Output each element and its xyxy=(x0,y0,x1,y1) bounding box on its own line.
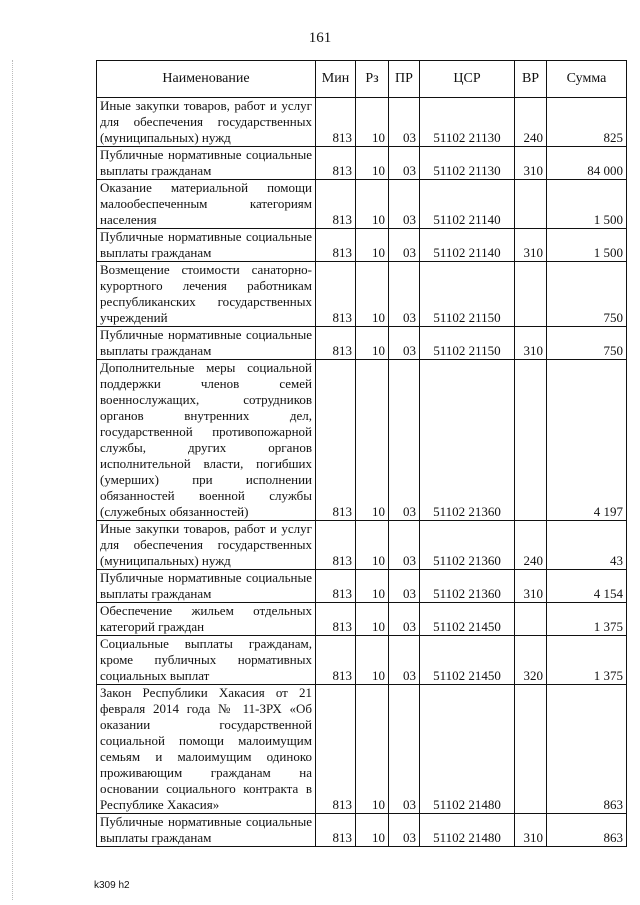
cell-sum: 750 xyxy=(547,327,627,360)
cell-rz: 10 xyxy=(356,229,389,262)
cell-rz: 10 xyxy=(356,360,389,521)
cell-pr: 03 xyxy=(389,229,420,262)
margin-line xyxy=(12,60,13,900)
cell-rz: 10 xyxy=(356,98,389,147)
cell-sum: 1 500 xyxy=(547,180,627,229)
cell-min: 813 xyxy=(316,521,356,570)
header-sum: Сумма xyxy=(547,61,627,98)
table-row xyxy=(97,98,627,147)
cell-sum: 863 xyxy=(547,814,627,847)
table-row xyxy=(97,685,627,814)
cell-sum: 4 197 xyxy=(547,360,627,521)
cell-min: 813 xyxy=(316,147,356,180)
cell-rz: 10 xyxy=(356,603,389,636)
cell-csr: 51102 21360 xyxy=(420,521,515,570)
cell-pr: 03 xyxy=(389,262,420,327)
header-vr: ВР xyxy=(515,61,547,98)
cell-csr: 51102 21360 xyxy=(420,360,515,521)
cell-name: Публичные нормативные социальные выплаты гражданам xyxy=(97,147,316,180)
cell-pr: 03 xyxy=(389,636,420,685)
cell-csr: 51102 21480 xyxy=(420,814,515,847)
cell-name: Оказание материальной помощи малообеспеченным категориям населения xyxy=(97,180,316,229)
cell-csr: 51102 21130 xyxy=(420,98,515,147)
page-number: 161 xyxy=(308,30,332,46)
cell-sum: 4 154 xyxy=(547,570,627,603)
cell-vr xyxy=(515,262,547,327)
header-rz: Рз xyxy=(356,61,389,98)
cell-min: 813 xyxy=(316,360,356,521)
cell-name: Возмещение стоимости санаторно-курортного лечения работникам республиканских государственных учреждений xyxy=(97,262,316,327)
table-row xyxy=(97,521,627,570)
cell-name: Публичные нормативные социальные выплаты гражданам xyxy=(97,814,316,847)
cell-sum: 84 000 xyxy=(547,147,627,180)
budget-table xyxy=(96,60,627,847)
cell-min: 813 xyxy=(316,229,356,262)
cell-sum: 1 375 xyxy=(547,636,627,685)
cell-vr xyxy=(515,180,547,229)
header-row xyxy=(97,61,627,98)
cell-sum: 863 xyxy=(547,685,627,814)
cell-vr xyxy=(515,685,547,814)
cell-csr: 51102 21150 xyxy=(420,327,515,360)
cell-pr: 03 xyxy=(389,521,420,570)
cell-rz: 10 xyxy=(356,685,389,814)
cell-name: Дополнительные меры социальной поддержки членов семей военнослужащих, сотрудников органов внутренних дел, государственной противопожарной службы, других органов исполнительной власти, погибших (умерших) при исполнении обязанностей военной службы (служебных обязанностей) xyxy=(97,360,316,521)
cell-rz: 10 xyxy=(356,570,389,603)
cell-vr: 310 xyxy=(515,814,547,847)
cell-vr: 240 xyxy=(515,521,547,570)
cell-vr: 320 xyxy=(515,636,547,685)
cell-pr: 03 xyxy=(389,147,420,180)
cell-name: Публичные нормативные социальные выплаты гражданам xyxy=(97,229,316,262)
cell-min: 813 xyxy=(316,636,356,685)
cell-rz: 10 xyxy=(356,262,389,327)
cell-pr: 03 xyxy=(389,603,420,636)
cell-vr xyxy=(515,603,547,636)
table-row xyxy=(97,229,627,262)
cell-rz: 10 xyxy=(356,327,389,360)
cell-rz: 10 xyxy=(356,814,389,847)
cell-csr: 51102 21480 xyxy=(420,685,515,814)
cell-csr: 51102 21140 xyxy=(420,180,515,229)
table-row xyxy=(97,636,627,685)
cell-pr: 03 xyxy=(389,327,420,360)
table-row xyxy=(97,360,627,521)
cell-rz: 10 xyxy=(356,521,389,570)
cell-pr: 03 xyxy=(389,685,420,814)
cell-pr: 03 xyxy=(389,570,420,603)
cell-sum: 43 xyxy=(547,521,627,570)
cell-rz: 10 xyxy=(356,180,389,229)
cell-csr: 51102 21360 xyxy=(420,570,515,603)
cell-csr: 51102 21140 xyxy=(420,229,515,262)
cell-vr: 240 xyxy=(515,98,547,147)
cell-pr: 03 xyxy=(389,360,420,521)
cell-sum: 1 500 xyxy=(547,229,627,262)
cell-name: Социальные выплаты гражданам, кроме публичных нормативных социальных выплат xyxy=(97,636,316,685)
cell-csr: 51102 21450 xyxy=(420,636,515,685)
cell-rz: 10 xyxy=(356,147,389,180)
cell-name: Иные закупки товаров, работ и услуг для обеспечения государственных (муниципальных) нужд xyxy=(97,98,316,147)
cell-name: Публичные нормативные социальные выплаты гражданам xyxy=(97,327,316,360)
cell-vr: 310 xyxy=(515,570,547,603)
cell-sum: 750 xyxy=(547,262,627,327)
table-row xyxy=(97,262,627,327)
table-row xyxy=(97,570,627,603)
cell-name: Обеспечение жильем отдельных категорий граждан xyxy=(97,603,316,636)
cell-min: 813 xyxy=(316,262,356,327)
header-pr: ПР xyxy=(389,61,420,98)
cell-min: 813 xyxy=(316,814,356,847)
cell-name: Иные закупки товаров, работ и услуг для обеспечения государственных (муниципальных) нужд xyxy=(97,521,316,570)
cell-csr: 51102 21130 xyxy=(420,147,515,180)
cell-vr: 310 xyxy=(515,229,547,262)
table-row xyxy=(97,814,627,847)
cell-min: 813 xyxy=(316,603,356,636)
cell-vr: 310 xyxy=(515,327,547,360)
cell-csr: 51102 21450 xyxy=(420,603,515,636)
footer-code: k309 h2 xyxy=(94,880,130,891)
cell-sum: 825 xyxy=(547,98,627,147)
header-min: Мин xyxy=(316,61,356,98)
table-row xyxy=(97,603,627,636)
cell-min: 813 xyxy=(316,98,356,147)
cell-pr: 03 xyxy=(389,814,420,847)
table-row xyxy=(97,147,627,180)
cell-min: 813 xyxy=(316,570,356,603)
table-row xyxy=(97,327,627,360)
cell-min: 813 xyxy=(316,685,356,814)
cell-name: Закон Республики Хакасия от 21 февраля 2014 года № 11-ЗРХ «Об оказании государственной социальной помощи малоимущим семьям и малоимущим одиноко проживающим гражданам на основании социального контракта в Республике Хакасия» xyxy=(97,685,316,814)
cell-sum: 1 375 xyxy=(547,603,627,636)
cell-vr: 310 xyxy=(515,147,547,180)
cell-pr: 03 xyxy=(389,98,420,147)
cell-min: 813 xyxy=(316,327,356,360)
cell-name: Публичные нормативные социальные выплаты гражданам xyxy=(97,570,316,603)
cell-vr xyxy=(515,360,547,521)
header-name: Наименование xyxy=(97,61,316,98)
cell-rz: 10 xyxy=(356,636,389,685)
cell-min: 813 xyxy=(316,180,356,229)
table-row xyxy=(97,180,627,229)
header-csr: ЦСР xyxy=(420,61,515,98)
cell-csr: 51102 21150 xyxy=(420,262,515,327)
cell-pr: 03 xyxy=(389,180,420,229)
